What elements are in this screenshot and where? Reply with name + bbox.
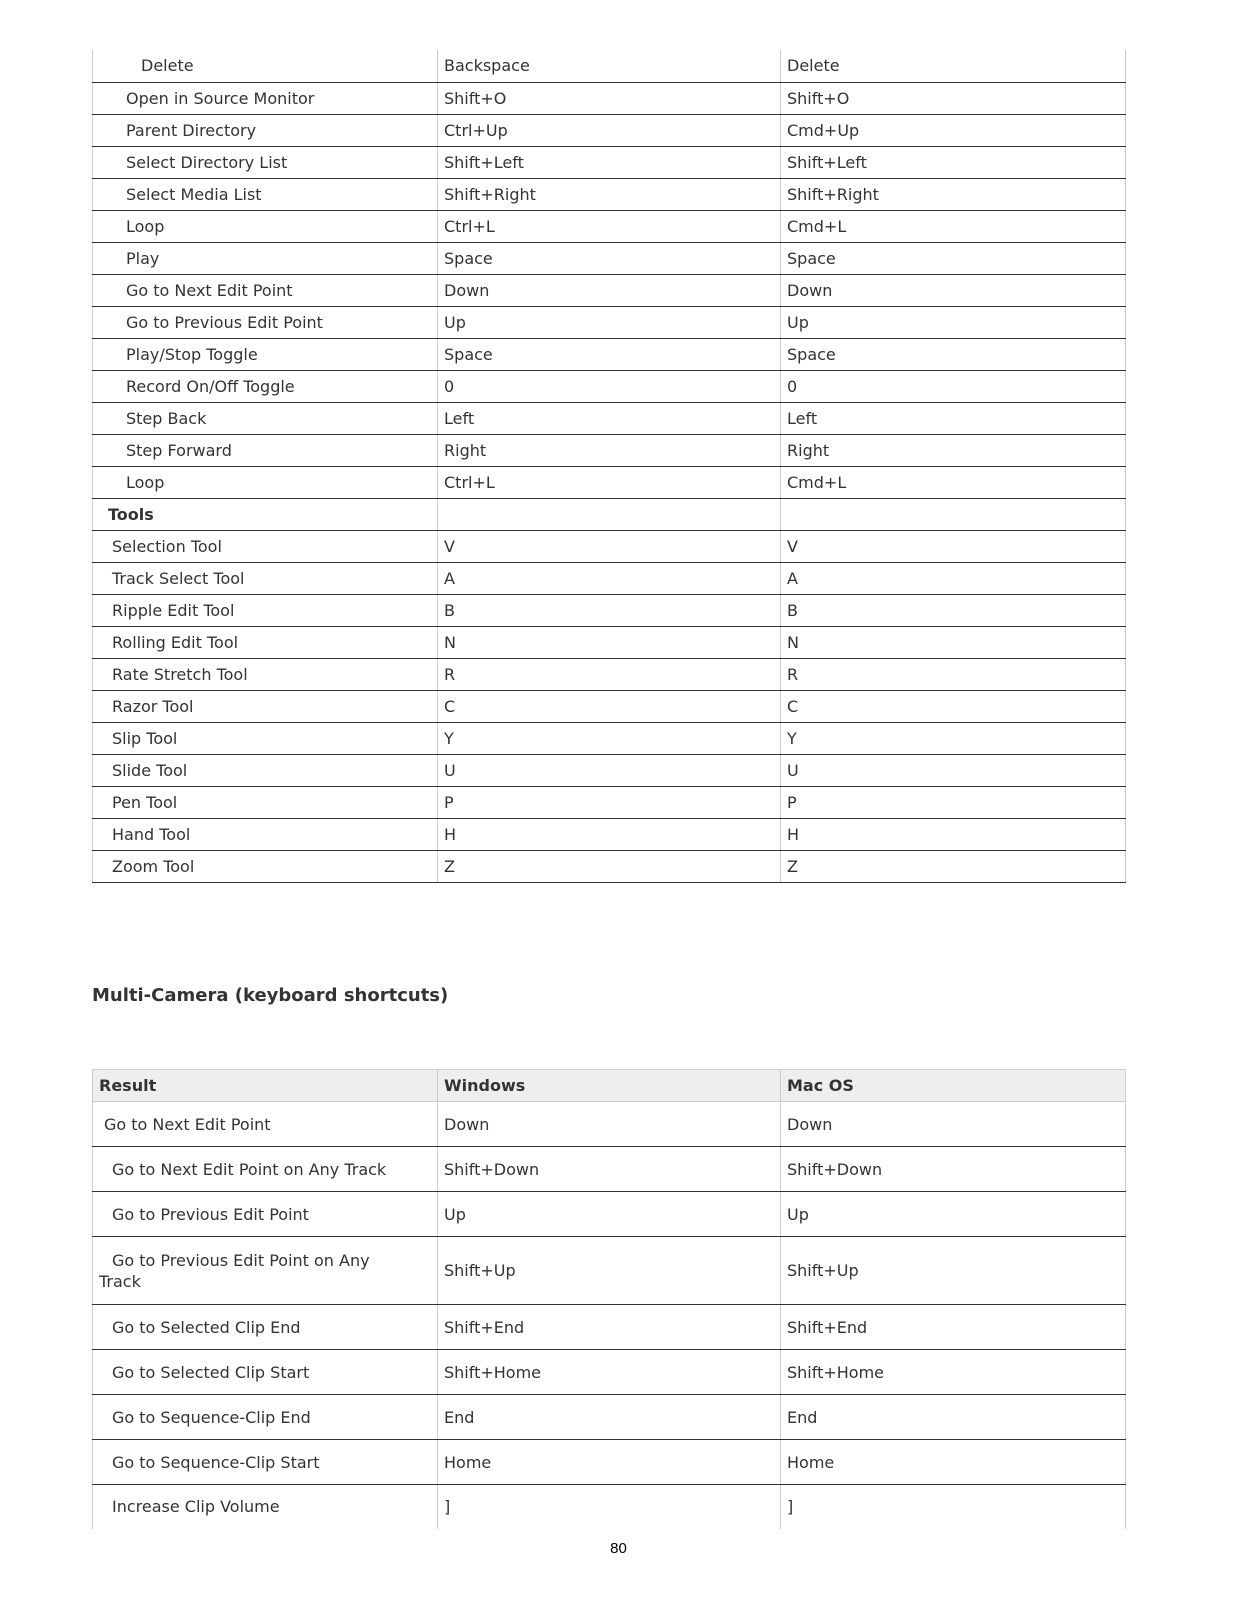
windows-cell: End <box>438 1395 781 1440</box>
windows-cell: Down <box>438 1102 781 1147</box>
windows-cell: Z <box>438 850 781 882</box>
windows-cell: P <box>438 786 781 818</box>
mac-cell: R <box>781 658 1126 690</box>
table-row <box>93 178 1126 210</box>
mac-cell: Right <box>781 434 1126 466</box>
result-cell: Select Directory List <box>93 146 438 178</box>
windows-cell: Shift+Home <box>438 1350 781 1395</box>
table-row <box>93 210 1126 242</box>
result-cell: Go to Sequence-Clip End <box>93 1395 438 1440</box>
mac-cell: Down <box>781 274 1126 306</box>
mac-cell: U <box>781 754 1126 786</box>
table-row <box>93 306 1126 338</box>
mac-cell: Shift+O <box>781 82 1126 114</box>
windows-cell: Shift+Up <box>438 1237 781 1305</box>
table-row <box>93 754 1126 786</box>
table-row <box>93 818 1126 850</box>
table-row <box>93 146 1126 178</box>
windows-cell: Shift+O <box>438 82 781 114</box>
windows-cell: ] <box>438 1485 781 1529</box>
result-cell <box>93 1237 438 1305</box>
result-cell: Hand Tool <box>93 818 438 850</box>
mac-cell: Home <box>781 1440 1126 1485</box>
mac-cell: C <box>781 690 1126 722</box>
mac-cell: V <box>781 530 1126 562</box>
windows-cell: Ctrl+L <box>438 466 781 498</box>
mac-cell: Shift+Up <box>781 1237 1126 1305</box>
result-cell: Track Select Tool <box>93 562 438 594</box>
result-cell: Play/Stop Toggle <box>93 338 438 370</box>
table-row <box>93 1440 1126 1485</box>
result-cell: Go to Previous Edit Point <box>93 306 438 338</box>
mac-cell: P <box>781 786 1126 818</box>
table-row <box>93 114 1126 146</box>
windows-cell: Space <box>438 242 781 274</box>
result-cell: Rolling Edit Tool <box>93 626 438 658</box>
table-row <box>93 658 1126 690</box>
header-windows: Windows <box>438 1070 781 1102</box>
mac-cell: Shift+Home <box>781 1350 1126 1395</box>
result-cell: Loop <box>93 210 438 242</box>
result-cell: Razor Tool <box>93 690 438 722</box>
mac-cell: N <box>781 626 1126 658</box>
result-cell: Loop <box>93 466 438 498</box>
windows-cell: Y <box>438 722 781 754</box>
result-cell: Step Forward <box>93 434 438 466</box>
table-row <box>93 370 1126 402</box>
table-row <box>93 1192 1126 1237</box>
mac-cell: H <box>781 818 1126 850</box>
windows-cell: Down <box>438 274 781 306</box>
table-row <box>93 82 1126 114</box>
mac-cell: ] <box>781 1485 1126 1529</box>
header-mac: Mac OS <box>781 1070 1126 1102</box>
windows-cell: Backspace <box>438 50 781 82</box>
windows-cell: A <box>438 562 781 594</box>
table-row <box>93 338 1126 370</box>
table-row <box>93 1395 1126 1440</box>
mac-cell: Shift+Left <box>781 146 1126 178</box>
mac-cell: 0 <box>781 370 1126 402</box>
table-row <box>93 786 1126 818</box>
windows-cell: R <box>438 658 781 690</box>
result-cell: Select Media List <box>93 178 438 210</box>
windows-cell: Right <box>438 434 781 466</box>
table-row <box>93 722 1126 754</box>
table-row <box>93 1147 1126 1192</box>
result-cell: Increase Clip Volume <box>93 1485 438 1529</box>
mac-cell: A <box>781 562 1126 594</box>
result-line-1: Go to Previous Edit Point on Any <box>112 1250 370 1270</box>
result-cell: Go to Next Edit Point <box>93 1102 438 1147</box>
mac-cell: Shift+Down <box>781 1147 1126 1192</box>
multicam-shortcuts-table <box>92 1069 1126 1529</box>
mac-cell: Left <box>781 402 1126 434</box>
table-row <box>93 402 1126 434</box>
table-row <box>93 274 1126 306</box>
result-cell: Open in Source Monitor <box>93 82 438 114</box>
mac-cell: Up <box>781 306 1126 338</box>
result-cell: Go to Previous Edit Point <box>93 1192 438 1237</box>
windows-cell: Shift+Down <box>438 1147 781 1192</box>
header-result: Result <box>93 1070 438 1102</box>
section-heading: Multi-Camera (keyboard shortcuts) <box>92 985 449 1006</box>
result-cell: Selection Tool <box>93 530 438 562</box>
result-cell: Slide Tool <box>93 754 438 786</box>
table-row <box>93 1350 1126 1395</box>
mac-cell: Delete <box>781 50 1126 82</box>
result-cell: Record On/Off Toggle <box>93 370 438 402</box>
mac-cell: Y <box>781 722 1126 754</box>
result-cell: Slip Tool <box>93 722 438 754</box>
mac-cell: Cmd+L <box>781 210 1126 242</box>
windows-cell: Left <box>438 402 781 434</box>
table-row <box>93 626 1126 658</box>
windows-cell: U <box>438 754 781 786</box>
mac-cell: End <box>781 1395 1126 1440</box>
result-line-2: Track <box>99 1271 141 1291</box>
result-cell: Go to Next Edit Point <box>93 274 438 306</box>
result-cell: Go to Next Edit Point on Any Track <box>93 1147 438 1192</box>
mac-cell: Space <box>781 242 1126 274</box>
table-row <box>93 530 1126 562</box>
table-row <box>93 1237 1126 1305</box>
mac-cell: Z <box>781 850 1126 882</box>
result-cell: Step Back <box>93 402 438 434</box>
windows-cell: H <box>438 818 781 850</box>
mac-cell: Down <box>781 1102 1126 1147</box>
result-cell: Zoom Tool <box>93 850 438 882</box>
mac-cell: Shift+Right <box>781 178 1126 210</box>
mac-cell: Up <box>781 1192 1126 1237</box>
windows-cell: Up <box>438 1192 781 1237</box>
mac-cell: Cmd+Up <box>781 114 1126 146</box>
windows-cell: Shift+End <box>438 1305 781 1350</box>
table-row <box>93 690 1126 722</box>
table-row <box>93 1102 1126 1147</box>
table-row <box>93 434 1126 466</box>
windows-cell: V <box>438 530 781 562</box>
windows-cell <box>438 498 781 530</box>
result-cell: Go to Selected Clip Start <box>93 1350 438 1395</box>
table-row <box>93 594 1126 626</box>
mac-cell: Shift+End <box>781 1305 1126 1350</box>
windows-cell: Shift+Right <box>438 178 781 210</box>
table-row <box>93 50 1126 82</box>
table-row <box>93 1305 1126 1350</box>
mac-cell: B <box>781 594 1126 626</box>
windows-cell: Ctrl+L <box>438 210 781 242</box>
mac-cell <box>781 498 1126 530</box>
page-number: 80 <box>610 1540 627 1557</box>
mac-cell: Cmd+L <box>781 466 1126 498</box>
section-title: Tools <box>93 498 438 530</box>
shortcuts-table-continued <box>92 50 1126 883</box>
windows-cell: N <box>438 626 781 658</box>
table-header-row <box>93 1070 1126 1102</box>
windows-cell: Home <box>438 1440 781 1485</box>
result-cell: Parent Directory <box>93 114 438 146</box>
windows-cell: Space <box>438 338 781 370</box>
result-cell: Rate Stretch Tool <box>93 658 438 690</box>
windows-cell: Shift+Left <box>438 146 781 178</box>
result-cell: Delete <box>93 50 438 82</box>
windows-cell: B <box>438 594 781 626</box>
section-row-tools <box>93 498 1126 530</box>
table-row <box>93 466 1126 498</box>
windows-cell: Up <box>438 306 781 338</box>
table-row <box>93 850 1126 882</box>
windows-cell: 0 <box>438 370 781 402</box>
table-row <box>93 242 1126 274</box>
result-cell: Pen Tool <box>93 786 438 818</box>
result-cell: Play <box>93 242 438 274</box>
mac-cell: Space <box>781 338 1126 370</box>
result-cell: Go to Selected Clip End <box>93 1305 438 1350</box>
result-cell: Go to Sequence-Clip Start <box>93 1440 438 1485</box>
table-row <box>93 1485 1126 1529</box>
result-cell: Ripple Edit Tool <box>93 594 438 626</box>
windows-cell: Ctrl+Up <box>438 114 781 146</box>
windows-cell: C <box>438 690 781 722</box>
table-row <box>93 562 1126 594</box>
